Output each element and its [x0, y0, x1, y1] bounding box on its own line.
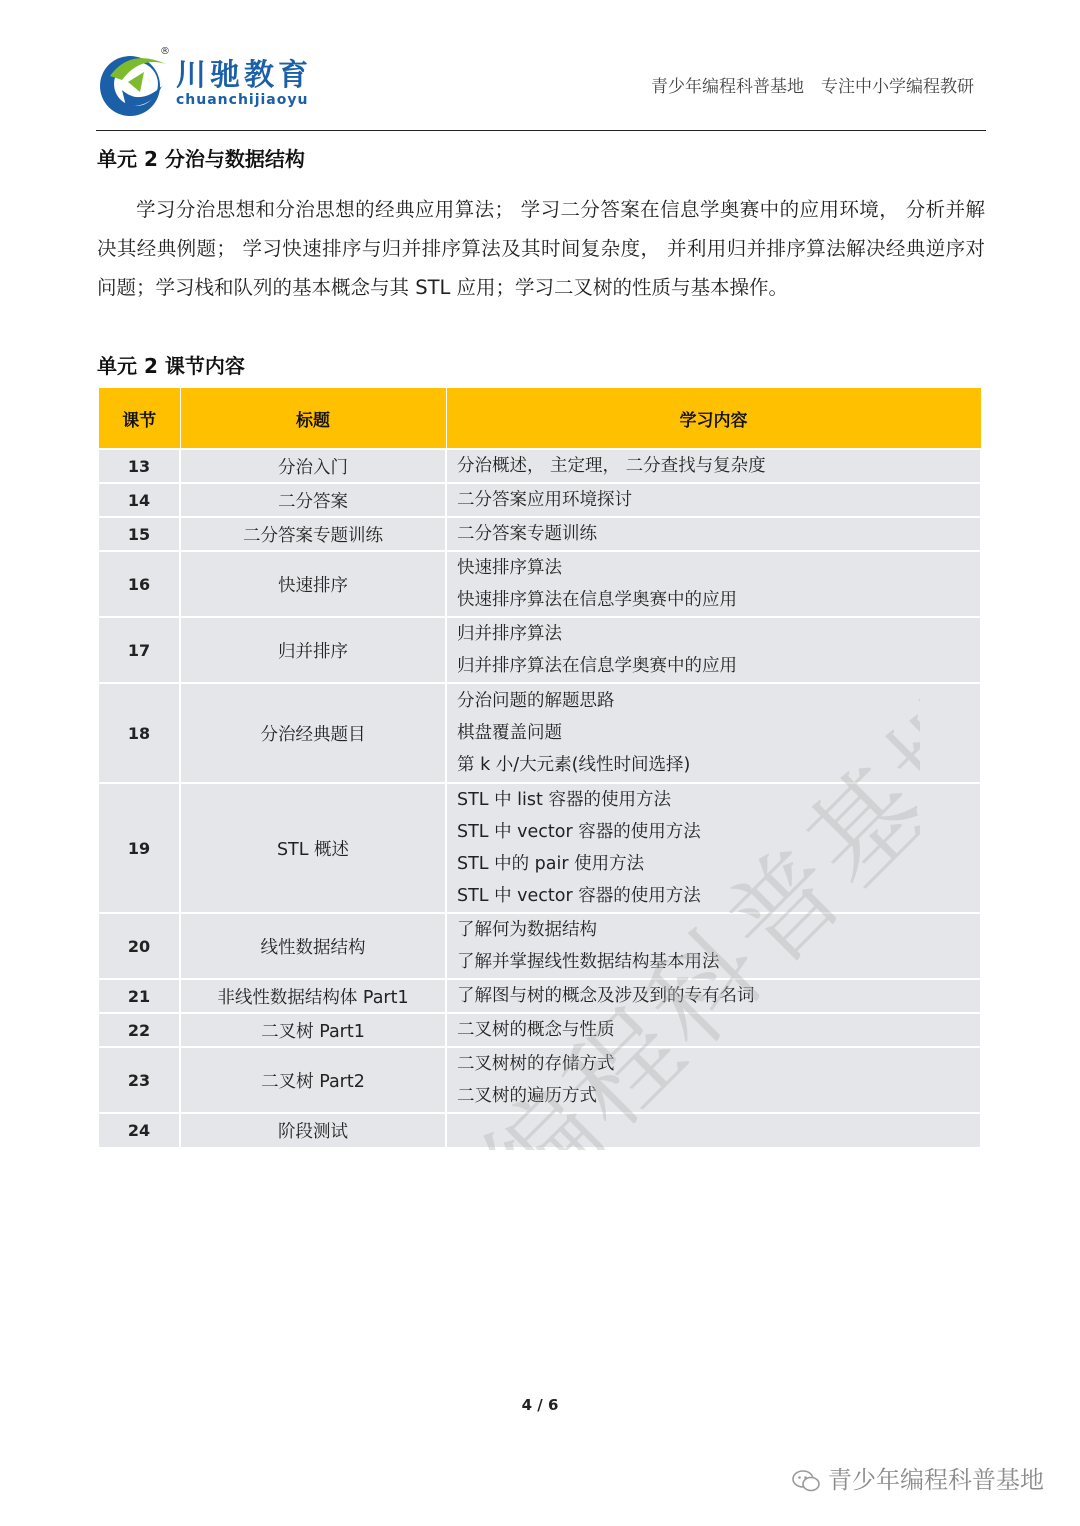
content-line: 二叉树树的存储方式: [457, 1054, 615, 1074]
content-line: 二分答案专题训练: [457, 524, 597, 544]
lesson-number: 17: [99, 617, 180, 683]
brand-name: 川驰教育: [176, 58, 312, 93]
content-line: 快速排序算法: [457, 558, 562, 578]
table-row: [99, 913, 981, 979]
content-line: 分治问题的解题思路: [457, 691, 615, 711]
content-line: STL 中的 pair 使用方法: [457, 854, 645, 874]
content-line: 二叉树的概念与性质: [457, 1020, 615, 1040]
lesson-content: [446, 483, 981, 517]
lesson-content: [446, 517, 981, 551]
header-lesson: 课节: [99, 388, 180, 449]
lesson-number: 19: [99, 783, 180, 913]
lesson-number: 14: [99, 483, 180, 517]
content-line: STL 中 vector 容器的使用方法: [457, 822, 701, 842]
lesson-table: [99, 388, 982, 1147]
table-row: [99, 551, 981, 617]
table-row: [99, 483, 981, 517]
unit-title: 单元 2 分治与数据结构: [97, 147, 305, 171]
page-header: [96, 40, 986, 132]
lesson-title: 分治经典题目: [180, 683, 446, 783]
section-title: 单元 2 课节内容: [97, 354, 245, 378]
lesson-title: 非线性数据结构体 Part1: [180, 979, 446, 1013]
lesson-title: 二分答案: [180, 483, 446, 517]
footer-watermark: [792, 1460, 1044, 1495]
lesson-number: 15: [99, 517, 180, 551]
header-title: 标题: [180, 388, 446, 449]
table-row: [99, 517, 981, 551]
lesson-number: 22: [99, 1013, 180, 1047]
content-line: 了解图与树的概念及涉及到的专有名词: [457, 986, 755, 1006]
lesson-content: [446, 551, 981, 617]
lesson-content: [446, 913, 981, 979]
footer-watermark-text: 青少年编程科普基地: [828, 1466, 1044, 1494]
lesson-content: [446, 617, 981, 683]
content-line: 了解并掌握线性数据结构基本用法: [457, 952, 720, 972]
content-line: 归并排序算法在信息学奥赛中的应用: [457, 656, 737, 676]
lesson-title: 快速排序: [180, 551, 446, 617]
table-row: [99, 1113, 981, 1147]
lesson-content: [446, 783, 981, 913]
lesson-title: 分治入门: [180, 449, 446, 483]
header-divider: [96, 130, 986, 131]
lesson-title: 阶段测试: [180, 1113, 446, 1147]
lesson-title: 二叉树 Part2: [180, 1047, 446, 1113]
lesson-number: 21: [99, 979, 180, 1013]
content-line: 分治概述， 主定理， 二分查找与复杂度: [457, 456, 766, 476]
content-line: 了解何为数据结构: [457, 920, 597, 940]
brand-name-en: chuanchijiaoyu: [176, 92, 309, 108]
content-line: 归并排序算法: [457, 624, 562, 644]
table-row: [99, 617, 981, 683]
lesson-number: 13: [99, 449, 180, 483]
lesson-content: [446, 1113, 981, 1147]
content-line: 二叉树的遍历方式: [457, 1086, 597, 1106]
lesson-content: [446, 1013, 981, 1047]
content-line: 二分答案应用环境探讨: [457, 490, 632, 510]
content-line: 第 k 小/大元素(线性时间选择): [457, 755, 691, 775]
table-row: [99, 1013, 981, 1047]
lesson-title: 线性数据结构: [180, 913, 446, 979]
wechat-icon: [792, 1470, 820, 1492]
header-tagline: 青少年编程科普基地 专注中小学编程教研: [651, 77, 974, 97]
table-row: [99, 683, 981, 783]
registered-mark: ®: [160, 46, 170, 57]
lesson-content: [446, 449, 981, 483]
lesson-content: [446, 1047, 981, 1113]
content-line: 棋盘覆盖问题: [457, 723, 562, 743]
table-row: [99, 979, 981, 1013]
lesson-title: 二分答案专题训练: [180, 517, 446, 551]
content-line: STL 中 vector 容器的使用方法: [457, 886, 701, 906]
lesson-number: 20: [99, 913, 180, 979]
page-number: 4 / 6: [521, 1396, 559, 1414]
lesson-number: 18: [99, 683, 180, 783]
lesson-title: 二叉树 Part1: [180, 1013, 446, 1047]
lesson-title: STL 概述: [180, 783, 446, 913]
content-line: STL 中 list 容器的使用方法: [457, 790, 671, 810]
table-row: [99, 783, 981, 913]
header-content: 学习内容: [446, 388, 981, 449]
table-header-row: [99, 388, 981, 449]
lesson-title: 归并排序: [180, 617, 446, 683]
content-line: 快速排序算法在信息学奥赛中的应用: [457, 590, 737, 610]
lesson-number: 16: [99, 551, 180, 617]
table-row: [99, 449, 981, 483]
unit-intro: 学习分治思想和分治思想的经典应用算法； 学习二分答案在信息学奥赛中的应用环境， 分析并解决其经典例题； 学习快速排序与归并排序算法及其时间复杂度， 并利用归并排序算法解决经典逆序对问题；学习栈和队列的基本概念与其 STL 应用；学习二叉树的性质与基本操作。: [97, 198, 985, 299]
lesson-content: [446, 683, 981, 783]
lesson-content: [446, 979, 981, 1013]
table-row: [99, 1047, 981, 1113]
lesson-number: 23: [99, 1047, 180, 1113]
lesson-number: 24: [99, 1113, 180, 1147]
